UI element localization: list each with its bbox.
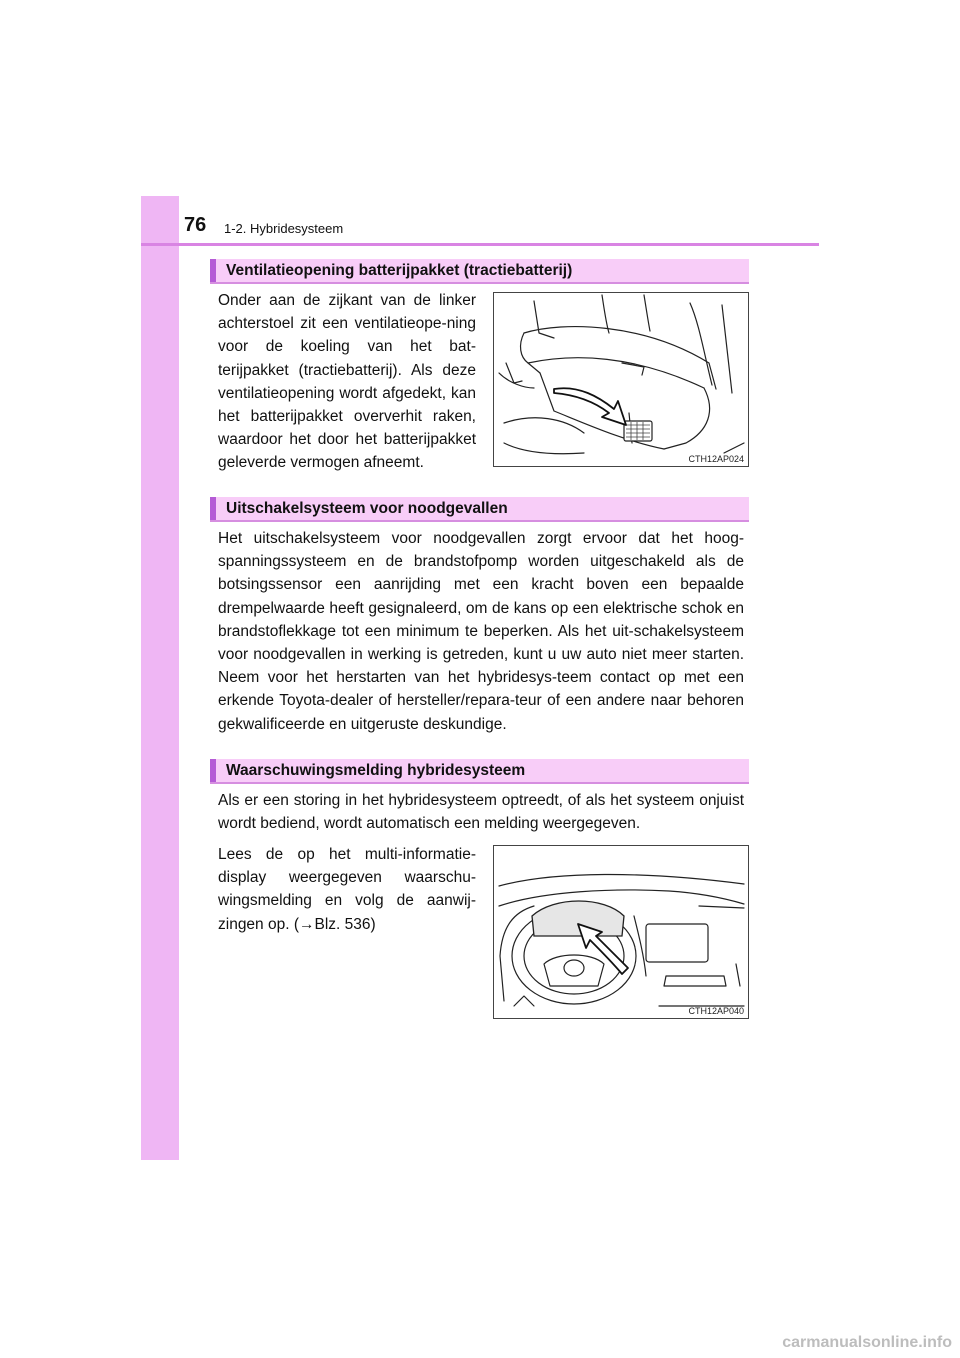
figure-dashboard-display [493, 845, 749, 1019]
figure-code: CTH12AP040 [688, 1006, 744, 1016]
section-heading-warning-message [210, 759, 749, 784]
center-display-screen [646, 924, 708, 962]
page-number: 76 [184, 214, 207, 236]
meter-cluster-icon [532, 901, 624, 936]
figure-rear-seat-vent [493, 292, 749, 467]
paragraph-emergency-shutoff: Het uitschakelsysteem voor noodgevallen zorgt ervoor dat het hoog-spanningssysteem en de brandstofpomp worden uitgeschakeld als de botsingssensor een aanrijding met een kracht boven een bepaalde drempelwaarde heeft gesignaleerd, om de kans op een elektrische schok en brandstoflekkage tot een minimum te beperken. Als het uit-schakelsysteem voor noodgevallen in werking is getreden, kunt u uw auto niet meer starten. Neem voor het herstarten van het hybridesys-teem contact op met een erkende Toyota-dealer of hersteller/repara-teur of een andere naar behoren gekwalificeerde en uitgeruste deskundige. [218, 530, 744, 733]
paragraph-read-instructions: Lees de op het multi-informatie-display weergegeven waarschu-wingsmelding en volg de aanwij-zingen op. (→Blz. 536) [218, 846, 476, 933]
section-heading-emergency-shutoff [210, 497, 749, 522]
header-divider [141, 243, 819, 246]
figure-code: CTH12AP024 [688, 454, 744, 464]
section-heading-label: Uitschakelsysteem voor noodgevallen [226, 500, 508, 517]
dashboard-illustration [494, 846, 748, 1018]
section-heading-battery-vent [210, 259, 749, 284]
pointer-arrow-icon [554, 388, 626, 425]
paragraph-warning-message: Als er een storing in het hybridesysteem optreedt, of als het systeem onjuist wordt bediend, wordt automatisch een melding weergegeven. [218, 792, 744, 833]
rear-seat-illustration [494, 293, 748, 466]
section-heading-label: Ventilatieopening batterijpakket (tractiebatterij) [226, 262, 573, 279]
vent-grille-icon [624, 421, 652, 441]
paragraph-battery-vent: Onder aan de zijkant van de linker achterstoel zit een ventilatieope-ning voor de koeling van het bat-terijpakket (tractiebatterij). Als deze ventilatieopening wordt afgedekt, kan het batterijpakket oververhit raken, waardoor het door het batterijpakket geleverde vermogen afneemt. [218, 292, 476, 472]
section-heading-label: Waarschuwingsmelding hybridesysteem [226, 762, 526, 779]
sidebar-tab [141, 196, 179, 1160]
watermark: carmanualsonline.info [782, 1334, 952, 1351]
section-title: 1-2. Hybridesysteem [224, 221, 344, 236]
